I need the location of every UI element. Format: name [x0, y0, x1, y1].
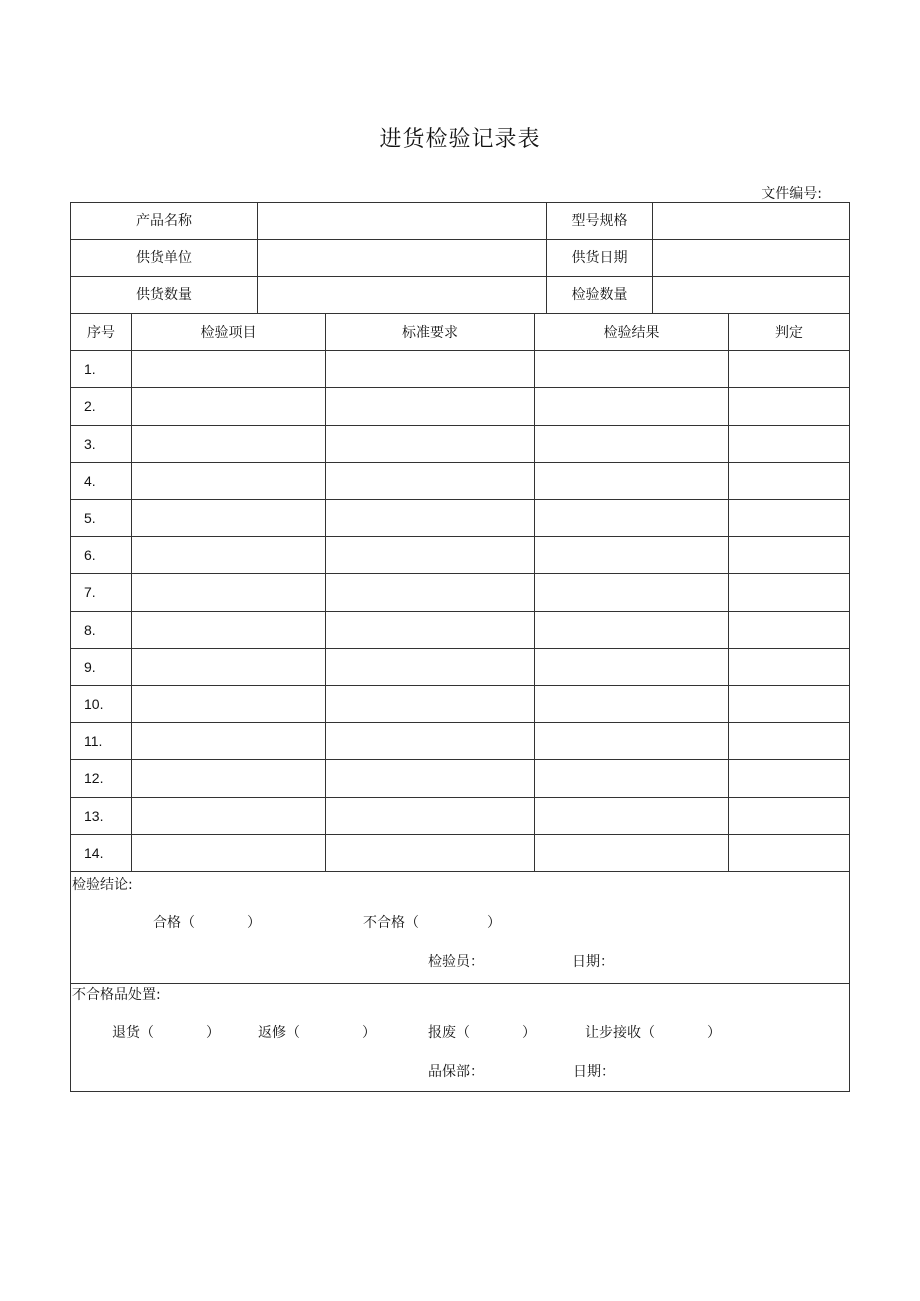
- row-9-result-field[interactable]: [535, 649, 728, 685]
- row-12-standard-field[interactable]: [326, 760, 534, 796]
- product-name-label: 产品名称: [136, 213, 192, 229]
- row-4-judgement-field[interactable]: [729, 463, 849, 499]
- fail-close: ）: [487, 915, 501, 931]
- row-7-result-field[interactable]: [535, 574, 728, 610]
- scrap-option[interactable]: [428, 1026, 536, 1040]
- row-6-result-field[interactable]: [535, 537, 728, 573]
- row-5-result-field[interactable]: [535, 500, 728, 536]
- fail-open: 不合格（: [363, 915, 419, 931]
- row-3-judgement-field[interactable]: [729, 426, 849, 462]
- row-1-standard-field[interactable]: [326, 351, 534, 387]
- product-name-field[interactable]: [258, 203, 546, 239]
- inspection-quantity-label: 检验数量: [571, 287, 628, 303]
- row-13-result-field[interactable]: [535, 798, 728, 834]
- row-3-inspection-item-field[interactable]: [132, 426, 325, 462]
- row-2-judgement-field[interactable]: [729, 388, 849, 424]
- row-10-judgement-field[interactable]: [729, 686, 849, 722]
- row-11-inspection-item-field[interactable]: [132, 723, 325, 759]
- row-11-standard-field[interactable]: [326, 723, 534, 759]
- row-5-seq-label: 5.: [84, 510, 96, 526]
- disposal-label: 不合格品处置:: [72, 987, 161, 1003]
- row-6-seq-label: 6.: [84, 547, 96, 563]
- pass-open: 合格（: [153, 915, 195, 931]
- pass-close: ）: [247, 915, 261, 931]
- row-9-standard-field[interactable]: [326, 649, 534, 685]
- return-open: 退货（: [112, 1025, 154, 1041]
- row-11-judgement-field[interactable]: [729, 723, 849, 759]
- pass-option[interactable]: [153, 916, 261, 930]
- inspection-quantity-field[interactable]: [653, 277, 849, 313]
- row-12-judgement-field[interactable]: [729, 760, 849, 796]
- concession-close: ）: [707, 1025, 721, 1041]
- model-spec-label: 型号规格: [571, 213, 628, 229]
- row-1-result-field[interactable]: [535, 351, 728, 387]
- row-8-judgement-field[interactable]: [729, 612, 849, 648]
- row-10-standard-field[interactable]: [326, 686, 534, 722]
- header-judgement: 判定: [775, 324, 803, 341]
- row-13-standard-field[interactable]: [326, 798, 534, 834]
- row-12-result-field[interactable]: [535, 760, 728, 796]
- inspector-label: 检验员：: [428, 954, 484, 970]
- rework-open: 返修（: [258, 1025, 300, 1041]
- row-13-inspection-item-field[interactable]: [132, 798, 325, 834]
- row-14-judgement-field[interactable]: [729, 835, 849, 871]
- header-result: 检验结果: [603, 324, 660, 341]
- row-5-inspection-item-field[interactable]: [132, 500, 325, 536]
- supply-date-label: 供货日期: [571, 250, 628, 266]
- conclusion-date-label: 日期：: [572, 954, 614, 970]
- row-9-seq-label: 9.: [84, 659, 96, 675]
- qa-department-label: 品保部：: [428, 1064, 484, 1080]
- row-2-seq-label: 2.: [84, 398, 96, 414]
- row-2-standard-field[interactable]: [326, 388, 534, 424]
- concession-option[interactable]: [585, 1026, 721, 1040]
- row-6-judgement-field[interactable]: [729, 537, 849, 573]
- row-1-judgement-field[interactable]: [729, 351, 849, 387]
- row-5-standard-field[interactable]: [326, 500, 534, 536]
- row-2-inspection-item-field[interactable]: [132, 388, 325, 424]
- row-11-result-field[interactable]: [535, 723, 728, 759]
- model-spec-field[interactable]: [653, 203, 849, 239]
- supply-date-field[interactable]: [653, 240, 849, 276]
- row-6-standard-field[interactable]: [326, 537, 534, 573]
- row-10-result-field[interactable]: [535, 686, 728, 722]
- conclusion-label: 检验结论:: [72, 877, 133, 893]
- document-number-label: 文件编号:: [761, 186, 822, 202]
- row-7-judgement-field[interactable]: [729, 574, 849, 610]
- row-9-inspection-item-field[interactable]: [132, 649, 325, 685]
- row-4-standard-field[interactable]: [326, 463, 534, 499]
- row-3-result-field[interactable]: [535, 426, 728, 462]
- row-4-seq-label: 4.: [84, 473, 96, 489]
- row-9-judgement-field[interactable]: [729, 649, 849, 685]
- return-option[interactable]: [112, 1026, 220, 1040]
- row-12-inspection-item-field[interactable]: [132, 760, 325, 796]
- row-3-standard-field[interactable]: [326, 426, 534, 462]
- supplier-field[interactable]: [258, 240, 546, 276]
- row-4-result-field[interactable]: [535, 463, 728, 499]
- header-standard: 标准要求: [402, 324, 458, 341]
- header-inspection-item: 检验项目: [200, 324, 257, 341]
- rework-close: ）: [362, 1025, 376, 1041]
- return-close: ）: [206, 1025, 220, 1041]
- row-3-seq-label: 3.: [84, 436, 96, 452]
- row-7-seq-label: 7.: [84, 584, 96, 600]
- row-14-standard-field[interactable]: [326, 835, 534, 871]
- supplier-label: 供货单位: [136, 250, 192, 266]
- page-title: 进货检验记录表: [379, 127, 541, 152]
- row-1-inspection-item-field[interactable]: [132, 351, 325, 387]
- row-12-seq-label: 12.: [84, 770, 104, 786]
- row-8-result-field[interactable]: [535, 612, 728, 648]
- row-5-judgement-field[interactable]: [729, 500, 849, 536]
- row-4-inspection-item-field[interactable]: [132, 463, 325, 499]
- header-seq: 序号: [87, 324, 115, 341]
- row-7-standard-field[interactable]: [326, 574, 534, 610]
- rework-option[interactable]: [258, 1026, 376, 1040]
- row-1-seq-label: 1.: [84, 361, 96, 377]
- row-14-result-field[interactable]: [535, 835, 728, 871]
- scrap-close: ）: [522, 1025, 536, 1041]
- row-10-inspection-item-field[interactable]: [132, 686, 325, 722]
- row-14-seq-label: 14.: [84, 845, 104, 861]
- row-14-inspection-item-field[interactable]: [132, 835, 325, 871]
- row-8-standard-field[interactable]: [326, 612, 534, 648]
- supply-quantity-label: 供货数量: [136, 287, 192, 303]
- inspection-form: [70, 202, 850, 1092]
- row-2-result-field[interactable]: [535, 388, 728, 424]
- row-11-seq-label: 11.: [84, 733, 103, 749]
- row-6-inspection-item-field[interactable]: [132, 537, 325, 573]
- row-8-seq-label: 8.: [84, 622, 96, 638]
- fail-option[interactable]: [363, 916, 501, 930]
- scrap-open: 报废（: [428, 1025, 470, 1041]
- row-13-seq-label: 13.: [84, 808, 104, 824]
- disposal-date-label: 日期：: [573, 1064, 615, 1080]
- row-7-inspection-item-field[interactable]: [132, 574, 325, 610]
- row-13-judgement-field[interactable]: [729, 798, 849, 834]
- row-8-inspection-item-field[interactable]: [132, 612, 325, 648]
- concession-open: 让步接收（: [585, 1025, 655, 1041]
- row-10-seq-label: 10.: [84, 696, 104, 712]
- supply-quantity-field[interactable]: [258, 277, 546, 313]
